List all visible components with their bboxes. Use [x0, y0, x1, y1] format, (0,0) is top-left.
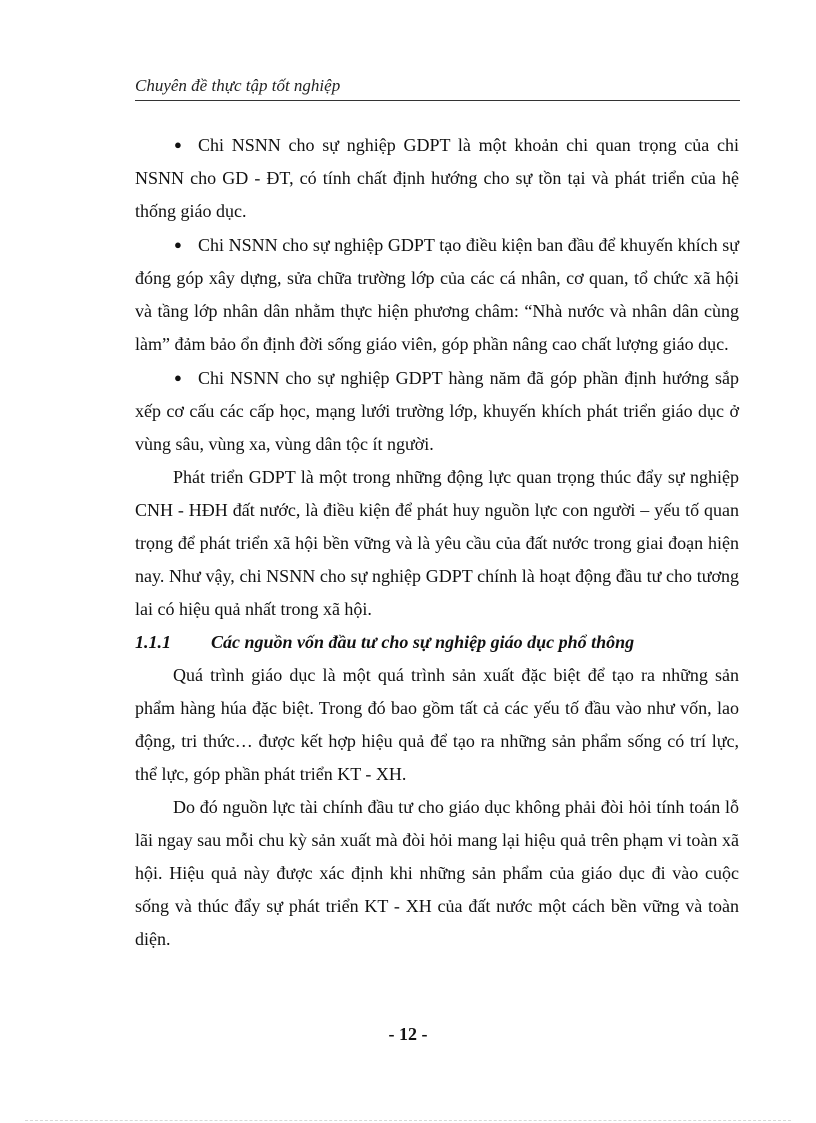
- section-heading: [135, 626, 739, 659]
- page-number: - 12 -: [388, 1024, 428, 1044]
- paragraph: Phát triển GDPT là một trong những động lực quan trọng thúc đẩy sự nghiệp CNH - HĐH đất nước, là điều kiện để phát huy nguồn lực con người – yếu tố quan trọng để phát triển xã hội bền vững và là yêu cầu của đất nước trong giai đoạn hiện nay. Như vậy, chi NSNN cho sự nghiệp GDPT chính là hoạt động đầu tư cho tương lai có hiệu quả nhất trong xã hội.: [135, 467, 739, 619]
- paragraph: Quá trình giáo dục là một quá trình sản xuất đặc biệt để tạo ra những sản phẩm hàng húa đặc biệt. Trong đó bao gồm tất cả các yếu tố đầu vào như vốn, lao động, tri thức… được kết hợp hiệu quả để tạo ra những sản phẩm sống có trí lực, thể lực, góp phần phát triển KT - XH.: [135, 665, 739, 784]
- bullet-text: Chi NSNN cho sự nghiệp GDPT hàng năm đã góp phần định hướng sắp xếp cơ cấu các cấp học, mạng lưới trường lớp, khuyến khích phát triển giáo dục ở vùng sâu, vùng xa, vùng dân tộc ít người.: [135, 368, 739, 454]
- section-number: 1.1.1: [135, 632, 171, 652]
- page-bottom-divider: [25, 1120, 791, 1121]
- section-title: Các nguồn vốn đầu tư cho sự nghiệp giáo dục phổ thông: [211, 632, 635, 652]
- bullet-text: Chi NSNN cho sự nghiệp GDPT là một khoản chi quan trọng của chi NSNN cho GD - ĐT, có tính chất định hướng cho sự tồn tại và phát triển của hệ thống giáo dục.: [135, 135, 739, 221]
- bullet-text: Chi NSNN cho sự nghiệp GDPT tạo điều kiện ban đầu để khuyến khích sự đóng góp xây dựng, sửa chữa trường lớp của các cá nhân, cơ quan, tổ chức xã hội và tầng lớp nhân dân nhằm thực hiện phương châm: “Nhà nước và nhân dân cùng làm” đảm bảo ổn định đời sống giáo viên, góp phần nâng cao chất lượng giáo dục.: [135, 235, 739, 354]
- bullet-item: [135, 361, 739, 461]
- running-header: Chuyên đề thực tập tốt nghiệp: [135, 75, 740, 101]
- bullet-dot-icon: ●: [174, 137, 182, 152]
- bullet-dot-icon: ●: [174, 237, 182, 252]
- document-body: [135, 128, 739, 956]
- bullet-item: [135, 128, 739, 228]
- bullet-item: [135, 228, 739, 361]
- paragraph: Do đó nguồn lực tài chính đầu tư cho giáo dục không phải đòi hỏi tính toán lỗ lãi ngay sau mỗi chu kỳ sản xuất mà đòi hỏi mang lại hiệu quả trên phạm vi toàn xã hội. Hiệu quả này được xác định khi những sản phẩm của giáo dục đi vào cuộc sống và thúc đẩy sự phát triển KT - XH của đất nước một cách bền vững và toàn diện.: [135, 797, 739, 949]
- bullet-dot-icon: ●: [174, 370, 182, 385]
